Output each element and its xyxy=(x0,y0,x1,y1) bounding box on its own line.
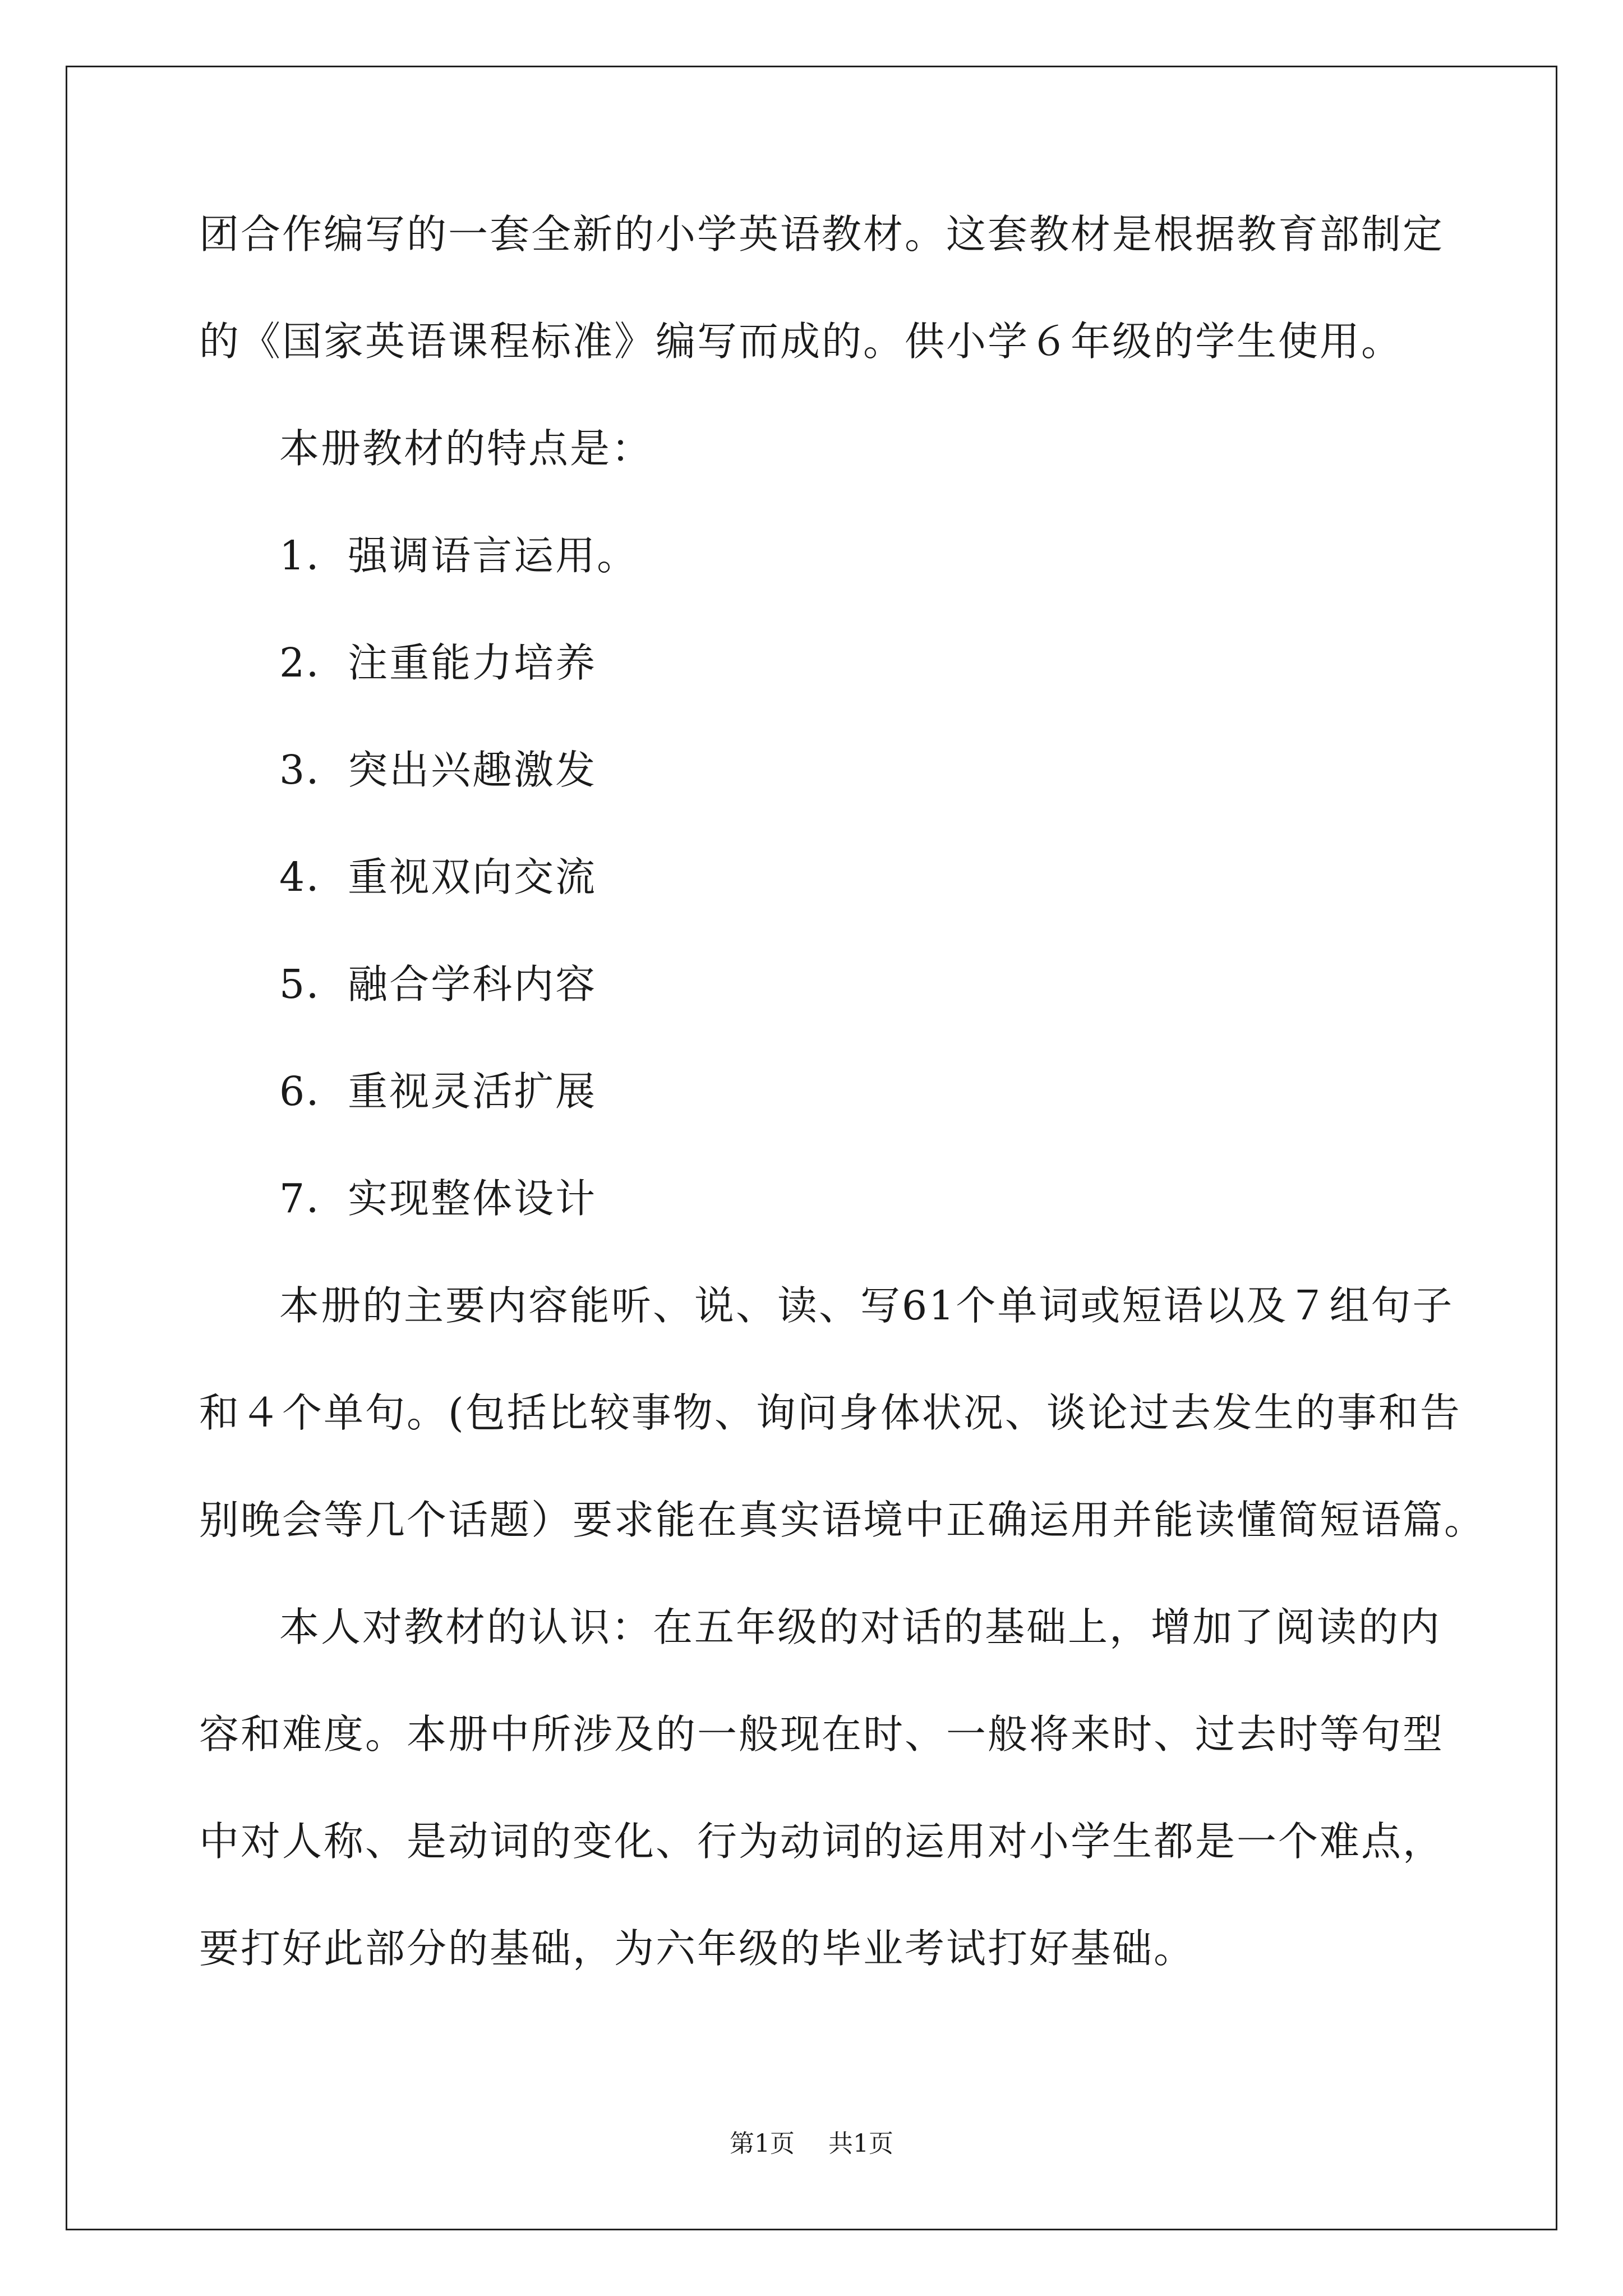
paragraph-line: 别晚会等几个话题）要求能在真实语境中正确运用并能读懂简短语篇。 xyxy=(199,1497,1486,1543)
paragraph-line: 和４个单句。(包括比较事物、询问身体状况、谈论过去发生的事和告 xyxy=(199,1389,1461,1436)
paragraph-line: 的《国家英语课程标准》编写而成的。供小学６年级的学生使用。 xyxy=(199,318,1403,365)
paragraph-line: 团合作编写的一套全新的小学英语教材。这套教材是根据教育部制定 xyxy=(199,211,1445,257)
paragraph-line: 要打好此部分的基础，为六年级的毕业考试打好基础。 xyxy=(199,1925,1196,1972)
paragraph-line: 中对人称、是动词的变化、行为动词的运用对小学生都是一个难点， xyxy=(199,1818,1445,1865)
feature-item: 7．实现整体设计 xyxy=(279,1175,597,1222)
feature-item: 6．重视灵活扩展 xyxy=(279,1068,597,1115)
feature-item: 1．强调语言运用。 xyxy=(279,532,639,579)
feature-item: 4．重视双向交流 xyxy=(279,854,597,900)
document-body xyxy=(199,208,1486,2029)
feature-item: 3．突出兴趣激发 xyxy=(279,747,597,793)
paragraph-line: 本人对教材的认识：在五年级的对话的基础上，增加了阅读的内 xyxy=(279,1604,1442,1650)
paragraph-line: 容和难度。本册中所涉及的一般现在时、一般将来时、过去时等句型 xyxy=(199,1711,1445,1757)
page-number: 第1页 xyxy=(730,2129,795,2158)
page-footer xyxy=(0,2127,1623,2161)
feature-item: 2．注重能力培养 xyxy=(279,639,597,686)
paragraph-line: 本册的主要内容能听、说、读、写61个单词或短语以及７组句子 xyxy=(279,1282,1454,1329)
features-heading: 本册教材的特点是： xyxy=(279,425,653,472)
page-total: 共1页 xyxy=(828,2129,893,2158)
feature-item: 5．融合学科内容 xyxy=(279,961,597,1007)
